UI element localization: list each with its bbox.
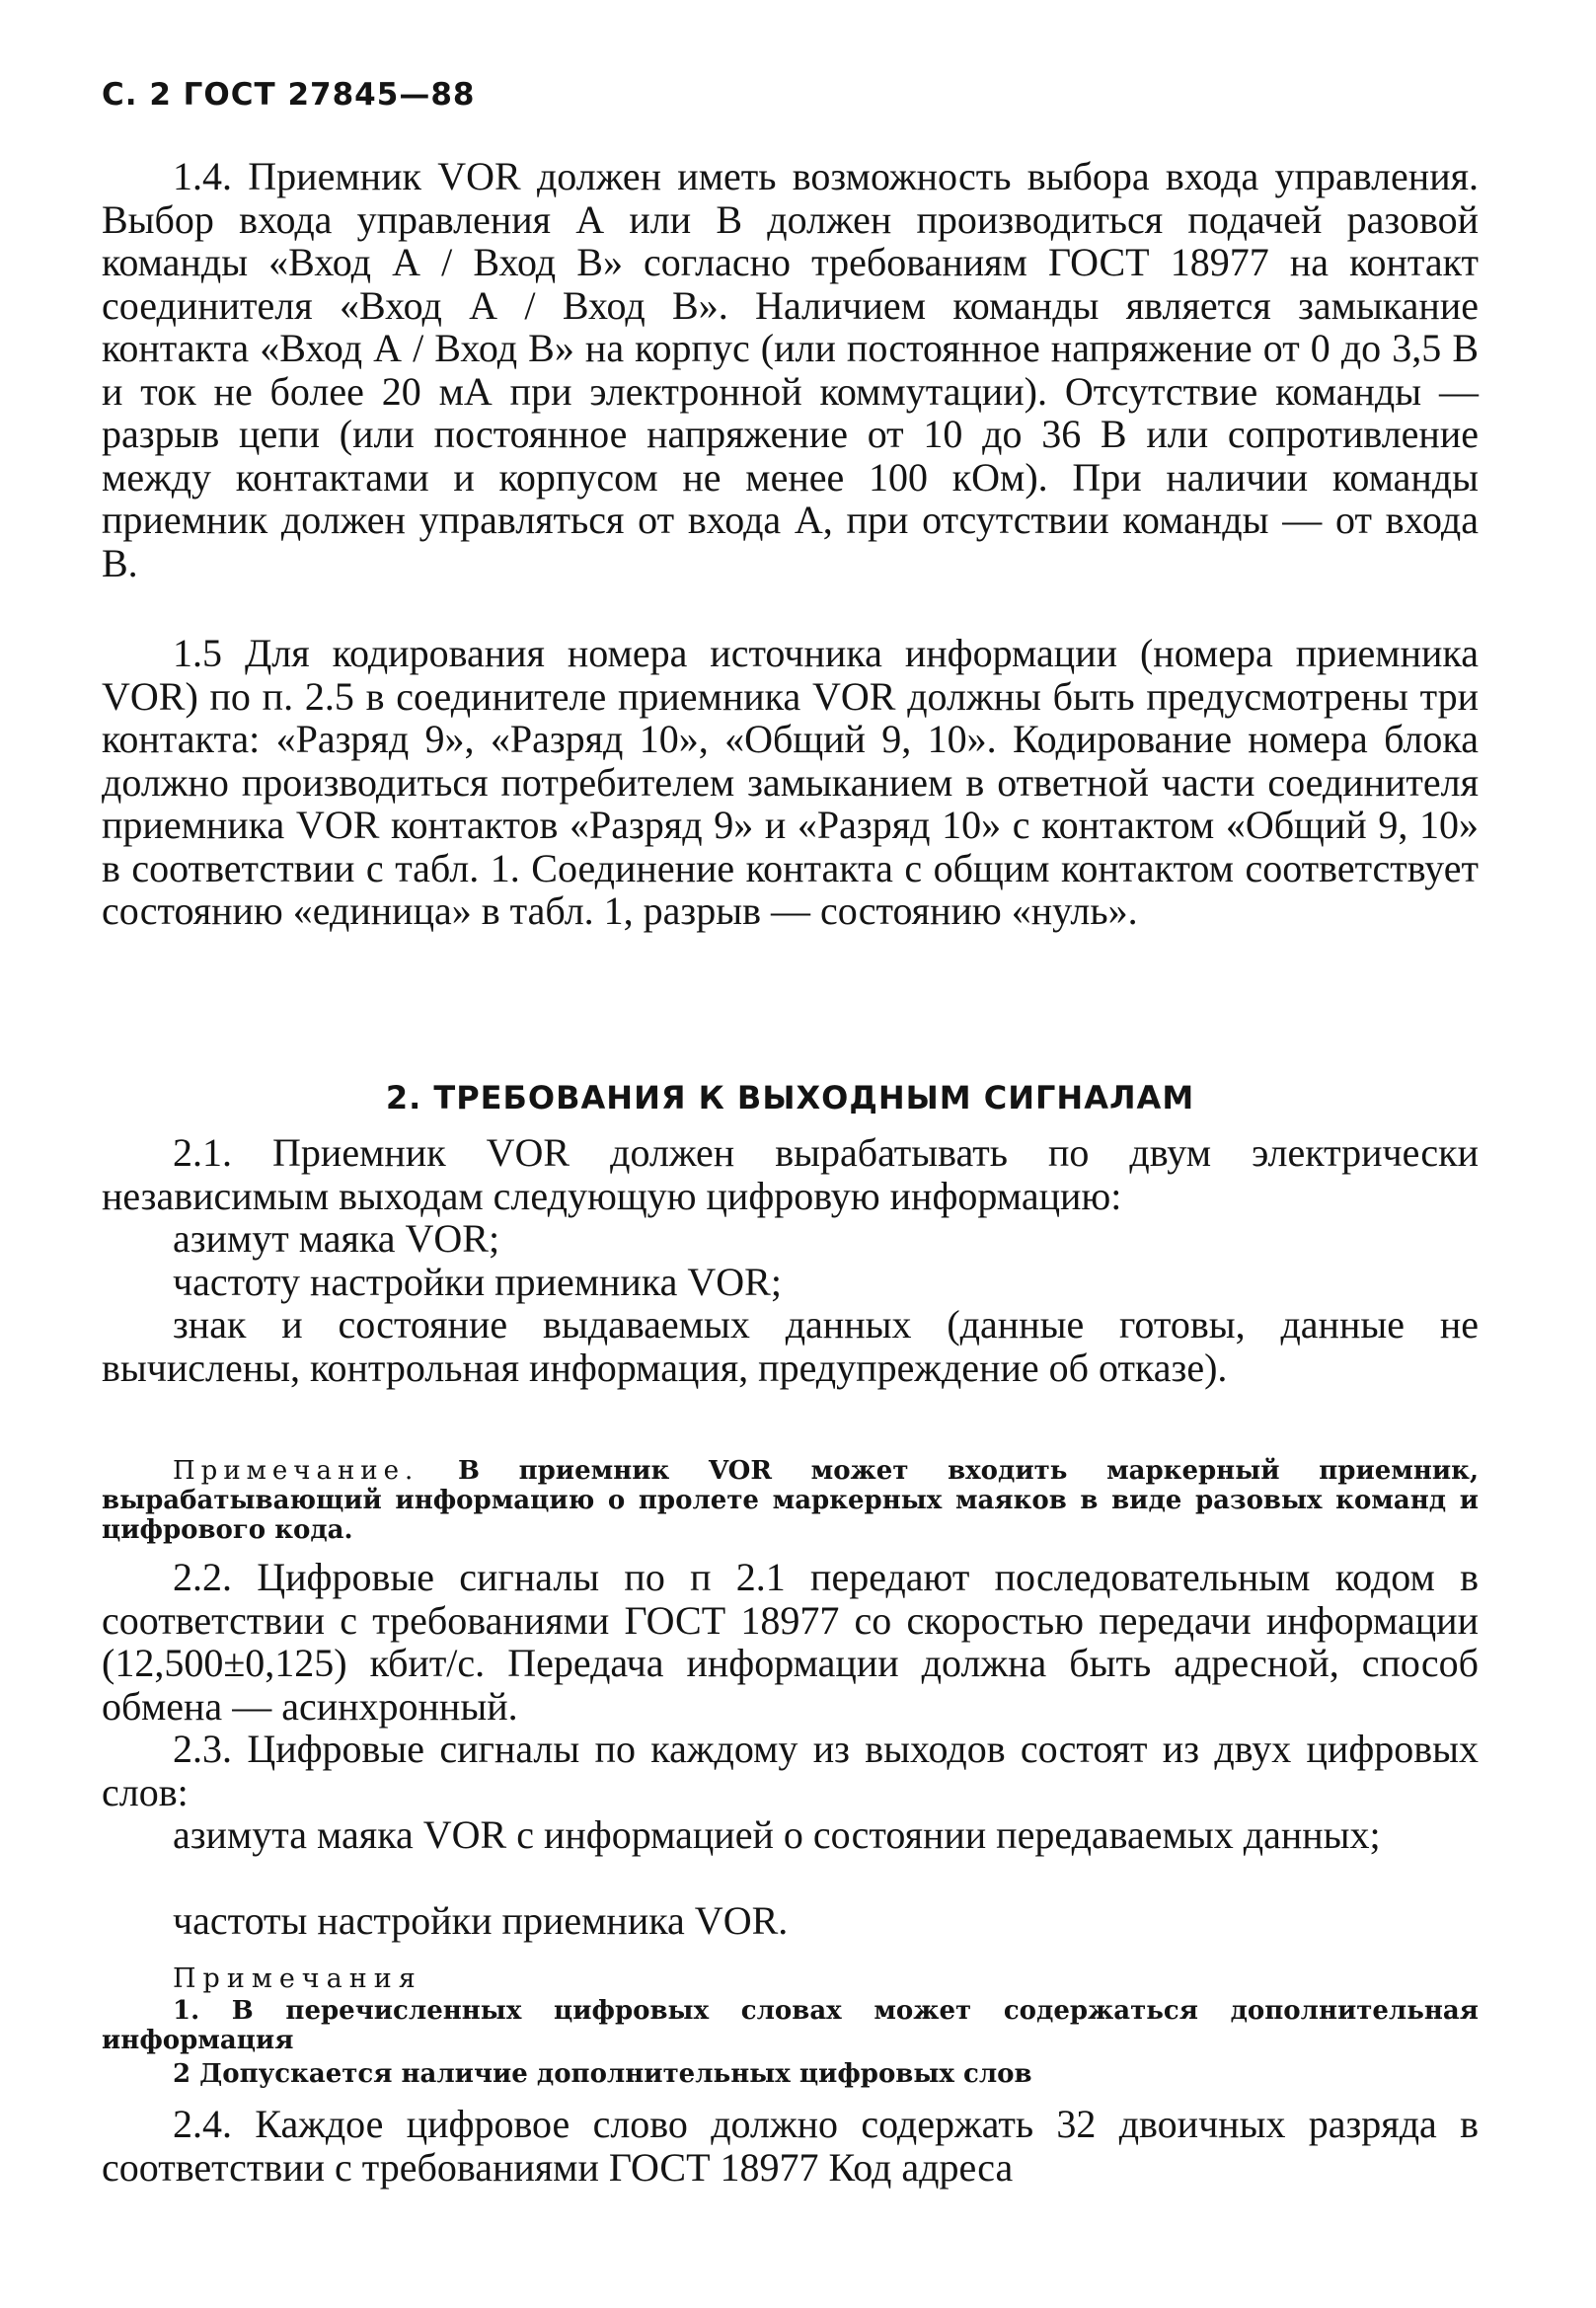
list-item: азимута маяка VOR с информацией о состоянии передаваемых данных; (173, 1812, 1381, 1857)
paragraph-2-1: 2.1. Приемник VOR должен вырабатывать по двум электрически независимым выходам следующую цифровую информацию: (102, 1130, 1479, 1218)
note-2-1 (102, 1456, 1479, 1545)
paragraph-1-4: 1.4. Приемник VOR должен иметь возможность выбора входа управления. Выбор входа управления А или В должен производиться подачей разовой команды «Вход А / Вход В» согласно требованиям ГОСТ 18977 на контакт соединителя «Вход А / Вход В». Наличием команды является замыкание контакта «Вход А / Вход В» на корпус (или постоянное напряжение от 0 до 3,5 В и ток не более 20 мА при электронной коммутации). Отсутствие команды — разрыв цепи (или постоянное напряжение от 10 до 36 В или сопротивление между контактами и корпусом не менее 100 кОм). При наличии команды приемник должен управляться от входа А, при отсутствии команды — от входа В. (102, 154, 1479, 585)
page-header: С. 2 ГОСТ 27845—88 (102, 77, 476, 113)
list-item: азимут маяка VOR; (173, 1216, 500, 1261)
section-heading: 2. ТРЕБОВАНИЯ К ВЫХОДНЫМ СИГНАЛАМ (385, 1079, 1195, 1116)
note-label: Примечание. (173, 1456, 419, 1486)
note-item: 1. В перечисленных цифровых словах может содержаться дополнительная информация (102, 1996, 1479, 2055)
note-text: В приемник VOR может входить маркерный приемник, вырабатывающий информацию о пролете маркерных маяков в виде разовых команд и цифрового кода. (102, 1456, 1479, 1545)
paragraph-1-5: 1.5 Для кодирования номера источника информации (номера приемника VOR) по п. 2.5 в соединителе приемника VOR должны быть предусмотрены три контакта: «Разряд 9», «Разряд 10», «Общий 9, 10». Кодирование номера блока должно производиться потребителем замыканием в ответной части соединителя приемника VOR контактов «Разряд 9» и «Разряд 10» с контактом «Общий 9, 10» в соответствии с табл. 1. Соединение контакта с общим контактом соответствует состоянию «единица» в табл. 1, разрыв — состоянию «нуль». (102, 631, 1479, 933)
list-item: знак и состояние выдаваемых данных (данные готовы, данные не вычислены, контрольная информация, предупреждение об отказе). (102, 1302, 1479, 1390)
list-item: частоту настройки приемника VOR; (173, 1260, 782, 1304)
notes-title: Примечания (173, 1963, 422, 1994)
note-item: 2 Допускается наличие дополнительных цифровых слов (173, 2059, 1032, 2089)
paragraph-2-2: 2.2. Цифровые сигналы по п 2.1 передают последовательным кодом в соответствии с требованиями ГОСТ 18977 со скоростью передачи информации (12,500±0,125) кбит/с. Передача информации должна быть адресной, способ обмена — асинхронный. (102, 1555, 1479, 1729)
paragraph-2-4: 2.4. Каждое цифровое слово должно содержать 32 двоичных разряда в соответствии с требованиями ГОСТ 18977 Код адреса (102, 2102, 1479, 2190)
list-item: частоты настройки приемника VOR. (173, 1898, 789, 1943)
paragraph-2-3: 2.3. Цифровые сигналы по каждому из выходов состоят из двух цифровых слов: (102, 1727, 1479, 1814)
